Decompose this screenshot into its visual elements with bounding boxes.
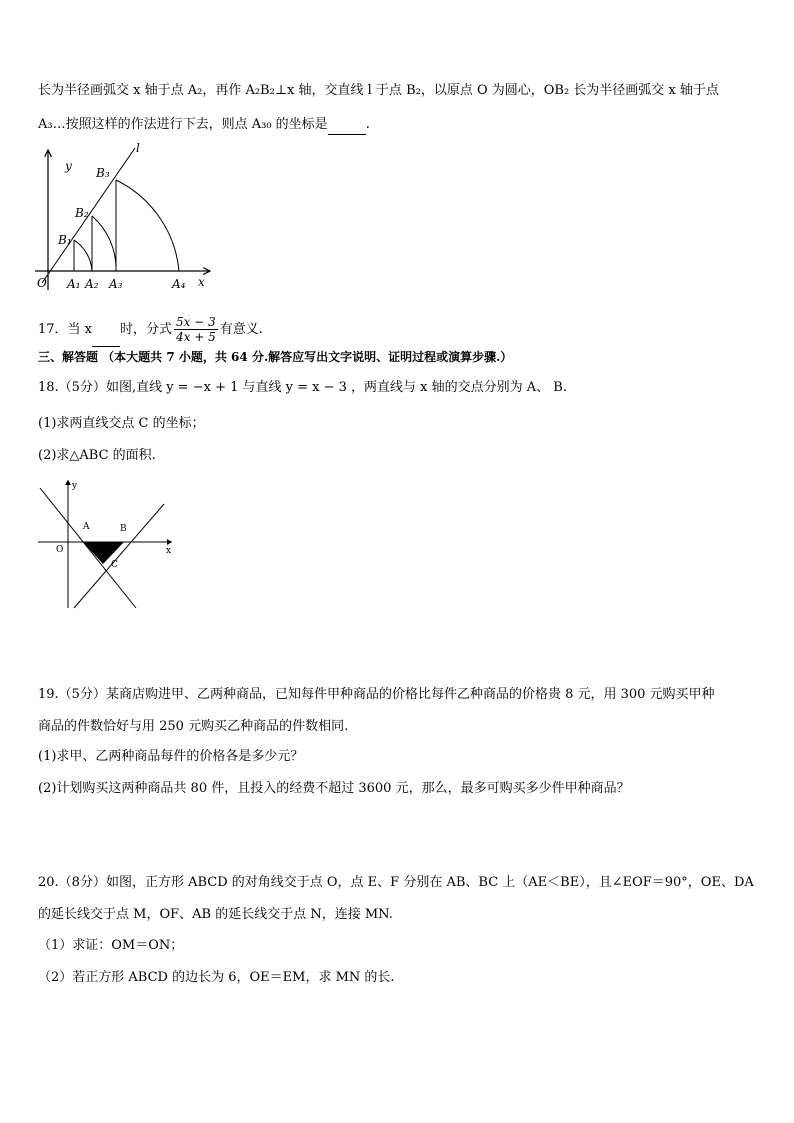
q17-answer-blank[interactable] [92,314,120,347]
q20-sub1: （1）求证：OM＝ON； [38,938,184,953]
q16-label-l: l [136,141,140,155]
q18-label-B: B [120,524,127,534]
q16-answer-blank[interactable] [328,116,366,135]
q17-denominator: 4x + 5 [176,330,216,344]
q16-label-B2: B₂ [75,206,89,220]
q19-text-line2: 商品的件数恰好与用 250 元购买乙种商品的件数相同. [38,719,349,734]
q18-label-A: A [83,522,90,532]
q18-label-x: x [166,546,172,556]
q16-label-A3: A₃ [109,277,123,291]
q16-arc-2 [92,216,116,271]
q16-label-A2: A₂ [85,277,99,291]
q18-label-y: y [72,481,78,491]
q17-suffix: 有意义. [219,322,263,337]
q16-figure [30,140,220,295]
q16-line2-text: A₃…按照这样的作法进行下去，则点 A₃₀ 的坐标是 [38,117,328,132]
q20-sub2: （2）若正方形 ABCD 的边长为 6，OE＝EM，求 MN 的长. [38,970,395,985]
q16-label-B3: B₃ [96,166,110,180]
q18-label-O: O [56,545,64,555]
q19-sub2: (2)计划购买这两种商品共 80 件，且投入的经费不超过 3600 元，那么，最多可购买多少件甲种商品？ [38,781,630,796]
q20-text-line1: 20.（8分）如图，正方形 ABCD 的对角线交于点 O，点 E、F 分别在 AB、BC 上（AE＜BE），且∠EOF＝90°，OE、DA [38,875,754,890]
q16-line2-period: . [365,117,370,132]
q16-text-line1: 长为半径画弧交 x 轴于点 A₂，再作 A₂B₂⊥x 轴，交直线 l 于点 B₂，以原点 O 为圆心，OB₂ 长为半径画弧交 x 轴于点 [38,83,719,98]
q16-arc-3 [116,180,179,271]
q16-label-A1: A₁ [67,277,81,291]
q17-fraction [174,315,218,344]
q18-label-C: C [111,560,118,570]
q17-numerator: 5x − 3 [176,315,216,329]
q17-line [38,314,263,347]
q16-label-y: y [65,159,72,173]
q19-sub1: (1)求甲、乙两种商品每件的价格各是多少元？ [38,749,304,764]
section-3-heading: 三、解答题 （本大题共 7 小题，共 64 分.解答应写出文字说明、证明过程或演算步骤.） [38,350,513,364]
q16-label-O: O [37,276,47,290]
q17-middle: 时，分式 [120,322,173,337]
q19-text-line1: 19.（5分）某商店购进甲、乙两种商品，已知每件甲种商品的价格比每件乙种商品的价格贵 8 元，用 300 元购买甲种 [38,687,715,702]
q18-sub1: (1)求两直线交点 C 的坐标； [38,416,205,431]
q16-text-line2 [38,116,370,135]
q17-prefix: 17．当 x [38,322,93,337]
q18-sub2: (2)求△ABC 的面积. [38,448,156,463]
q18-line-decreasing [40,488,136,608]
q16-label-A4: A₄ [172,277,186,291]
q20-text-line2: 的延长线交于点 M，OF、AB 的延长线交于点 N，连接 MN. [38,907,393,922]
q16-label-x: x [198,275,205,289]
q16-arc-1 [74,240,92,271]
q18-text-line1: 18.（5分）如图,直线 y = −x + 1 与直线 y = x − 3 ，两直线与 x 轴的交点分别为 A、 B. [38,380,567,395]
q18-figure [36,476,181,611]
q16-label-B1: B₁ [58,233,72,247]
q18-line-increasing [74,504,164,608]
